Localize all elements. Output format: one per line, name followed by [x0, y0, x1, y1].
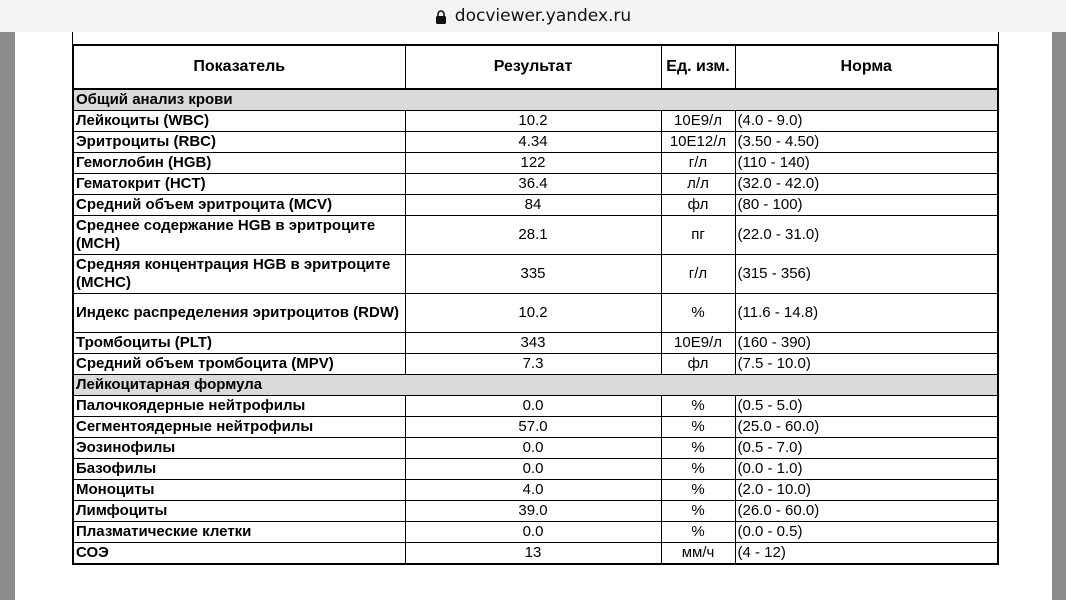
cell-name: СОЭ: [73, 543, 405, 565]
cell-result: 13: [405, 543, 661, 565]
table-row: [73, 216, 998, 255]
cell-name: Сегментоядерные нейтрофилы: [73, 417, 405, 438]
table-row: [73, 417, 998, 438]
cell-name: Плазматические клетки: [73, 522, 405, 543]
cell-unit: %: [661, 501, 735, 522]
header-indicator: Показатель: [73, 45, 405, 89]
cell-unit: л/л: [661, 174, 735, 195]
cell-name: Среднее содержание HGB в эритроците (MCH): [73, 216, 405, 255]
cell-unit: %: [661, 480, 735, 501]
cell-result: 57.0: [405, 417, 661, 438]
cell-name: Базофилы: [73, 459, 405, 480]
table-row: [73, 480, 998, 501]
cell-name: Палочкоядерные нейтрофилы: [73, 396, 405, 417]
cell-name: Тромбоциты (PLT): [73, 333, 405, 354]
table-row: [73, 501, 998, 522]
cell-result: 335: [405, 255, 661, 294]
cell-norm: (0.0 - 1.0): [735, 459, 998, 480]
header-result: Результат: [405, 45, 661, 89]
cell-result: 10.2: [405, 111, 661, 132]
cell-unit: %: [661, 438, 735, 459]
cell-norm: (110 - 140): [735, 153, 998, 174]
table-row: [73, 522, 998, 543]
cell-norm: (0.5 - 5.0): [735, 396, 998, 417]
table-row: [73, 111, 998, 132]
cell-norm: (0.0 - 0.5): [735, 522, 998, 543]
cell-name: Средний объем эритроцита (MCV): [73, 195, 405, 216]
cell-unit: %: [661, 294, 735, 333]
cell-name: Эритроциты (RBC): [73, 132, 405, 153]
cell-result: 10.2: [405, 294, 661, 333]
header-norm: Норма: [735, 45, 998, 89]
cell-unit: г/л: [661, 255, 735, 294]
cell-result: 122: [405, 153, 661, 174]
cell-result: 36.4: [405, 174, 661, 195]
address-bar[interactable]: [0, 0, 1066, 32]
table-row: [73, 459, 998, 480]
table-row: [73, 396, 998, 417]
right-gutter: [1052, 32, 1066, 600]
table-row: [73, 543, 998, 565]
section-title: Лейкоцитарная формула: [73, 375, 998, 396]
table-row: [73, 195, 998, 216]
cell-norm: (25.0 - 60.0): [735, 417, 998, 438]
table-header-row: [73, 45, 998, 89]
table-row: [73, 255, 998, 294]
section-row: [73, 89, 998, 111]
cell-norm: (26.0 - 60.0): [735, 501, 998, 522]
cell-norm: (32.0 - 42.0): [735, 174, 998, 195]
cell-result: 39.0: [405, 501, 661, 522]
lock-icon: [435, 9, 447, 23]
cell-result: 28.1: [405, 216, 661, 255]
cell-unit: %: [661, 459, 735, 480]
cell-name: Эозинофилы: [73, 438, 405, 459]
cell-result: 343: [405, 333, 661, 354]
cell-result: 4.0: [405, 480, 661, 501]
cell-norm: (22.0 - 31.0): [735, 216, 998, 255]
cell-norm: (80 - 100): [735, 195, 998, 216]
cell-result: 7.3: [405, 354, 661, 375]
cell-unit: %: [661, 417, 735, 438]
cell-name: Гемоглобин (HGB): [73, 153, 405, 174]
cell-result: 0.0: [405, 459, 661, 480]
cell-norm: (315 - 356): [735, 255, 998, 294]
cell-unit: 10Е9/л: [661, 333, 735, 354]
header-unit: Ед. изм.: [661, 45, 735, 89]
section-row: [73, 375, 998, 396]
cell-name: Средний объем тромбоцита (MPV): [73, 354, 405, 375]
url-text[interactable]: docviewer.yandex.ru: [454, 6, 632, 26]
table-row: [73, 153, 998, 174]
cell-name: Лейкоциты (WBC): [73, 111, 405, 132]
cell-norm: (160 - 390): [735, 333, 998, 354]
table-row: [73, 438, 998, 459]
cell-norm: (4.0 - 9.0): [735, 111, 998, 132]
cell-unit: мм/ч: [661, 543, 735, 565]
document-page: [15, 32, 1052, 600]
cell-result: 0.0: [405, 438, 661, 459]
table-row: [73, 174, 998, 195]
cell-norm: (7.5 - 10.0): [735, 354, 998, 375]
cell-unit: %: [661, 522, 735, 543]
section-title: Общий анализ крови: [73, 89, 998, 111]
cell-result: 0.0: [405, 522, 661, 543]
cell-unit: 10Е12/л: [661, 132, 735, 153]
cell-unit: 10Е9/л: [661, 111, 735, 132]
cell-name: Моноциты: [73, 480, 405, 501]
cell-norm: (11.6 - 14.8): [735, 294, 998, 333]
table-row: [73, 294, 998, 333]
cell-norm: (4 - 12): [735, 543, 998, 565]
cell-unit: %: [661, 396, 735, 417]
table-row: [73, 132, 998, 153]
table-row: [73, 333, 998, 354]
table-row: [73, 354, 998, 375]
cell-unit: фл: [661, 354, 735, 375]
cell-name: Индекс распределения эритроцитов (RDW): [73, 294, 405, 333]
cell-unit: фл: [661, 195, 735, 216]
cell-name: Лимфоциты: [73, 501, 405, 522]
cell-norm: (2.0 - 10.0): [735, 480, 998, 501]
cell-result: 84: [405, 195, 661, 216]
lab-results-table: [72, 44, 999, 565]
cell-result: 0.0: [405, 396, 661, 417]
cell-unit: г/л: [661, 153, 735, 174]
cell-norm: (3.50 - 4.50): [735, 132, 998, 153]
cell-unit: пг: [661, 216, 735, 255]
cell-name: Гематокрит (HCT): [73, 174, 405, 195]
cell-name: Средняя концентрация HGB в эритроците (MCHC): [73, 255, 405, 294]
cell-result: 4.34: [405, 132, 661, 153]
cell-norm: (0.5 - 7.0): [735, 438, 998, 459]
